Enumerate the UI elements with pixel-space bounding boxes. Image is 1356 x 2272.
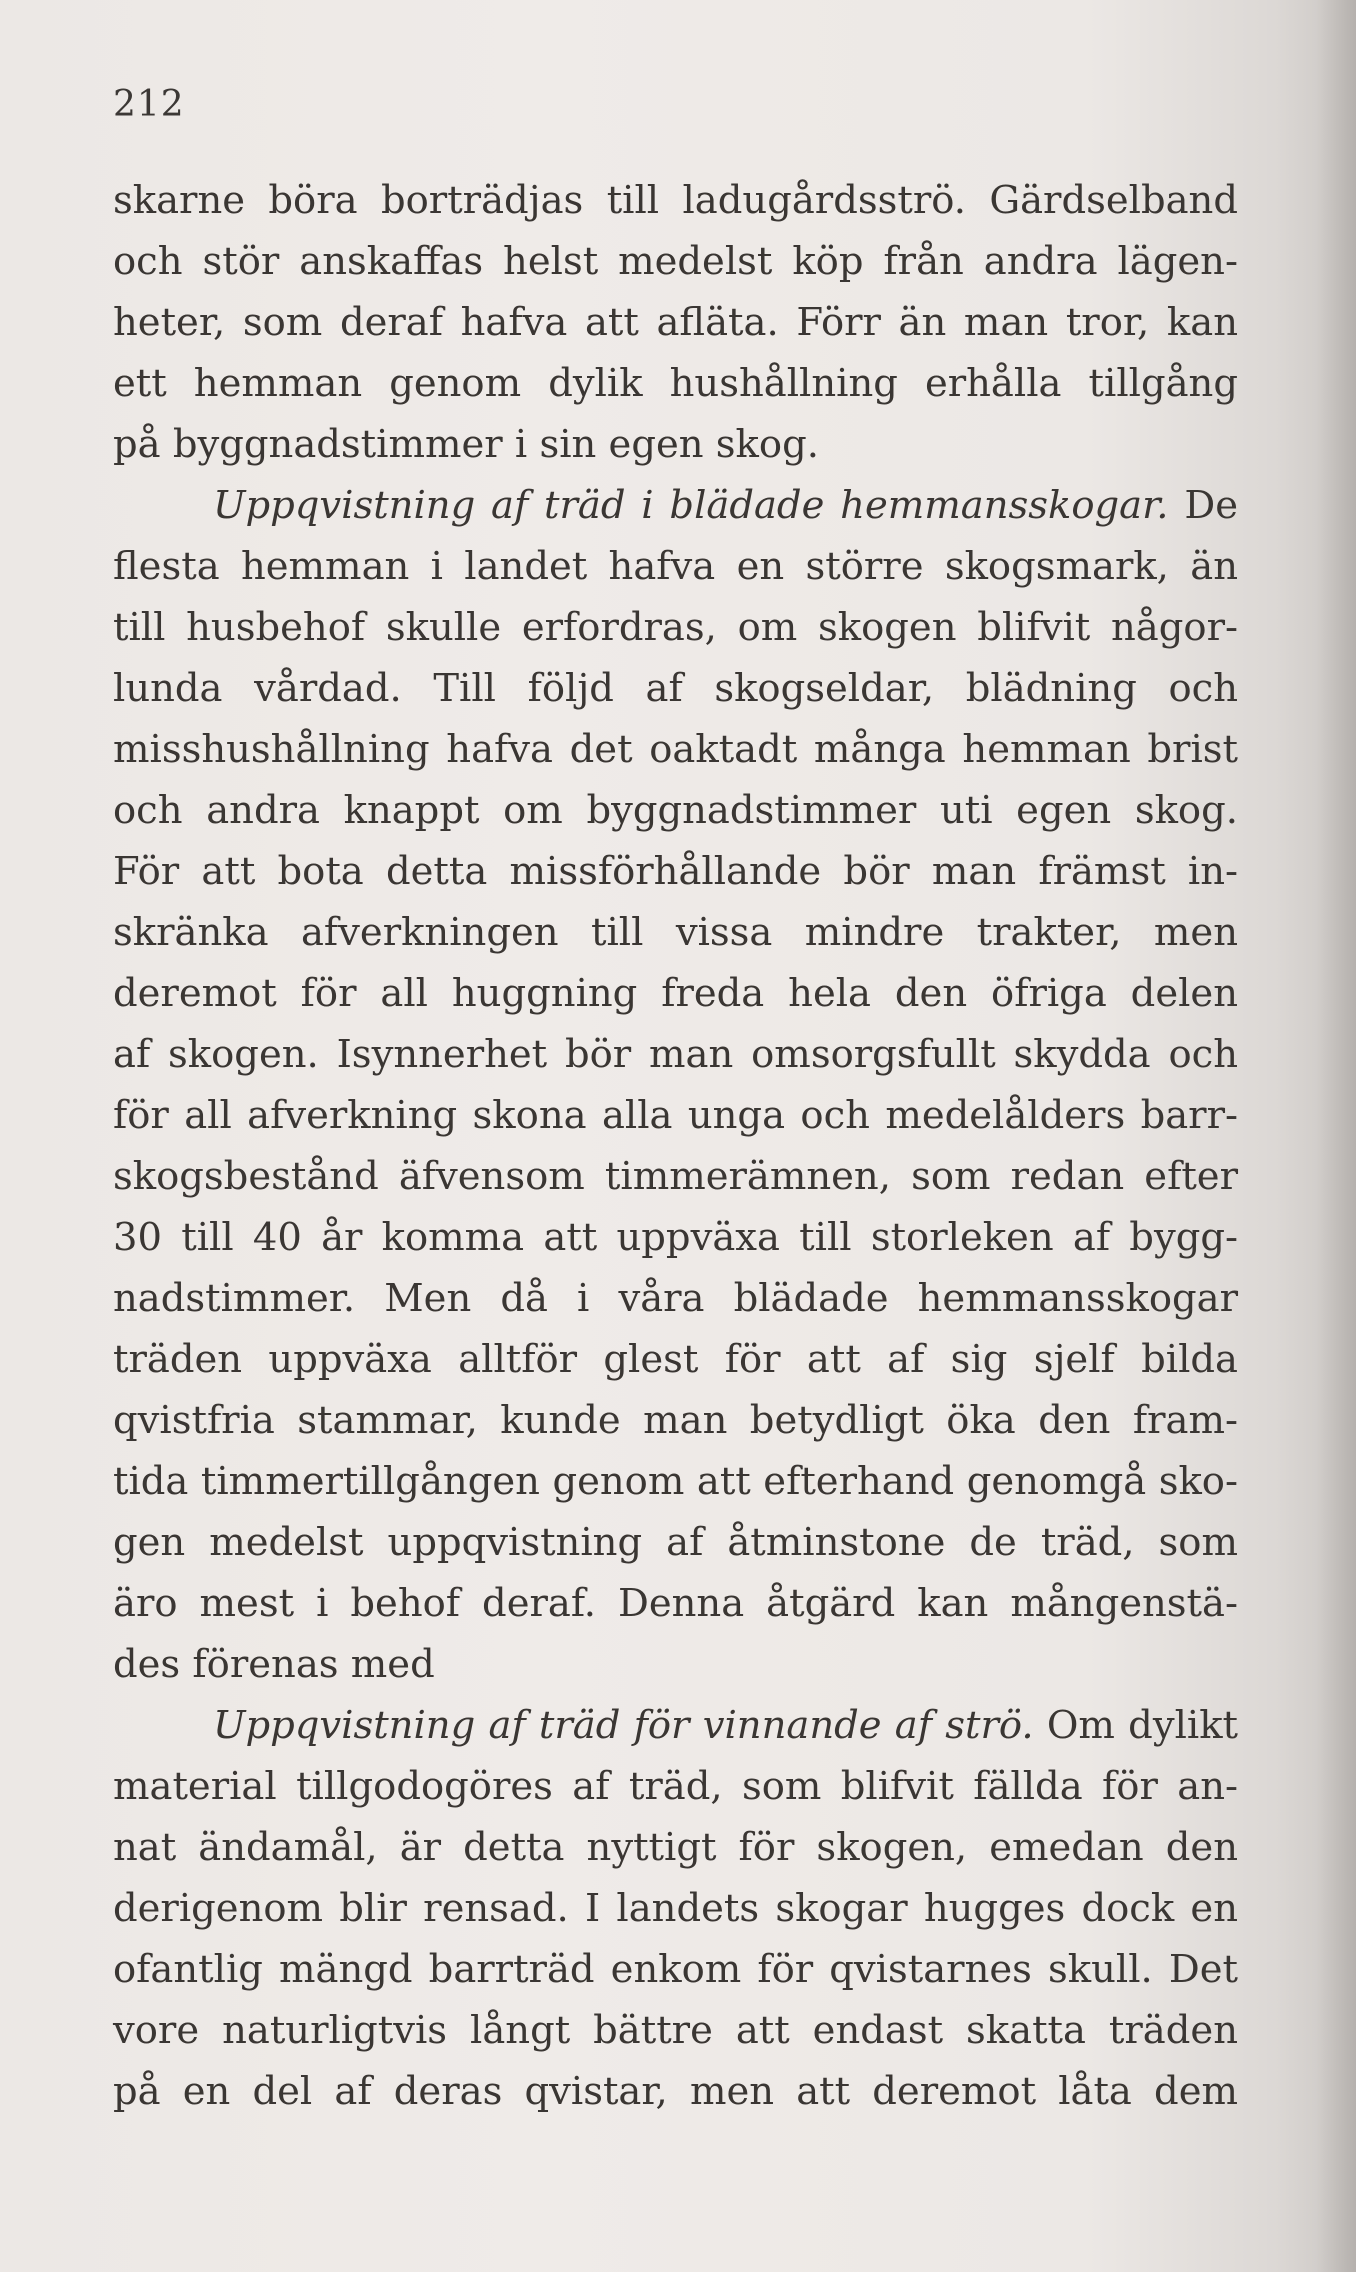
text-line: derigenom blir rensad. I landets skogar hugges dock en xyxy=(113,1886,1238,1931)
text-line: för all afverkning skona alla unga och medelålders barr- xyxy=(113,1093,1238,1138)
text-line: lunda vårdad. Till följd af skogseldar, blädning och xyxy=(113,666,1238,711)
section-heading: Uppqvistning af träd i blädade hemmansskogar. xyxy=(213,483,1169,528)
text-line: träden uppväxa alltför glest för att af sig sjelf bilda xyxy=(113,1337,1238,1382)
text-line: gen medelst uppqvistning af åtminstone de träd, som xyxy=(113,1520,1238,1565)
text-line: des förenas med xyxy=(113,1642,435,1687)
text-line: skogsbestånd äfvensom timmerämnen, som redan efter xyxy=(113,1154,1238,1199)
text-line: heter, som deraf hafva att afläta. Förr än man tror, kan xyxy=(113,300,1238,345)
page-number: 212 xyxy=(113,84,185,125)
text-line: material tillgodogöres af träd, som blifvit fällda för an- xyxy=(113,1764,1238,1809)
text-line: äro mest i behof deraf. Denna åtgärd kan mångenstä- xyxy=(113,1581,1238,1626)
text-line: ofantlig mängd barrträd enkom för qvistarnes skull. Det xyxy=(113,1947,1238,1992)
text-line: och stör anskaffas helst medelst köp från andra lägen- xyxy=(113,239,1238,284)
text-line: till husbehof skulle erfordras, om skogen blifvit någor- xyxy=(113,605,1238,650)
text-line: och andra knappt om byggnadstimmer uti egen skog. xyxy=(113,788,1238,833)
text-line: nadstimmer. Men då i våra blädade hemmansskogar xyxy=(113,1276,1238,1321)
body-text xyxy=(113,170,1238,2122)
text-line: deremot för all huggning freda hela den öfriga delen xyxy=(113,971,1238,1016)
text-line: på en del af deras qvistar, men att deremot låta dem xyxy=(113,2069,1238,2114)
text-line: tida timmertillgången genom att efterhand genomgå sko- xyxy=(113,1459,1238,1504)
text-line: För att bota detta missförhållande bör man främst in- xyxy=(113,849,1238,894)
text-line: flesta hemman i landet hafva en större skogsmark, än xyxy=(113,544,1238,589)
section-heading: Uppqvistning af träd för vinnande af strö. xyxy=(213,1703,1034,1748)
text-line: ett hemman genom dylik hushållning erhålla tillgång xyxy=(113,361,1238,406)
text-line: skarne böra borträdjas till ladugårdsströ. Gärdselband xyxy=(113,178,1238,223)
page-edge-shadow xyxy=(1316,0,1356,2272)
text-line: qvistfria stammar, kunde man betydligt öka den fram- xyxy=(113,1398,1238,1443)
text-line: nat ändamål, är detta nyttigt för skogen, emedan den xyxy=(113,1825,1238,1870)
text-line: 30 till 40 år komma att uppväxa till storleken af bygg- xyxy=(113,1215,1238,1260)
section-heading-line: Uppqvistning af träd i blädade hemmansskogar. De xyxy=(213,483,1238,528)
text-line: på byggnadstimmer i sin egen skog. xyxy=(113,422,819,467)
text-line: misshushållning hafva det oaktadt många hemman brist xyxy=(113,727,1238,772)
text-line: vore naturligtvis långt bättre att endast skatta träden xyxy=(113,2008,1238,2053)
text-line: skränka afverkningen till vissa mindre trakter, men xyxy=(113,910,1238,955)
section-heading-line: Uppqvistning af träd för vinnande af strö. Om dylikt xyxy=(213,1703,1238,1748)
text-line: af skogen. Isynnerhet bör man omsorgsfullt skydda och xyxy=(113,1032,1238,1077)
